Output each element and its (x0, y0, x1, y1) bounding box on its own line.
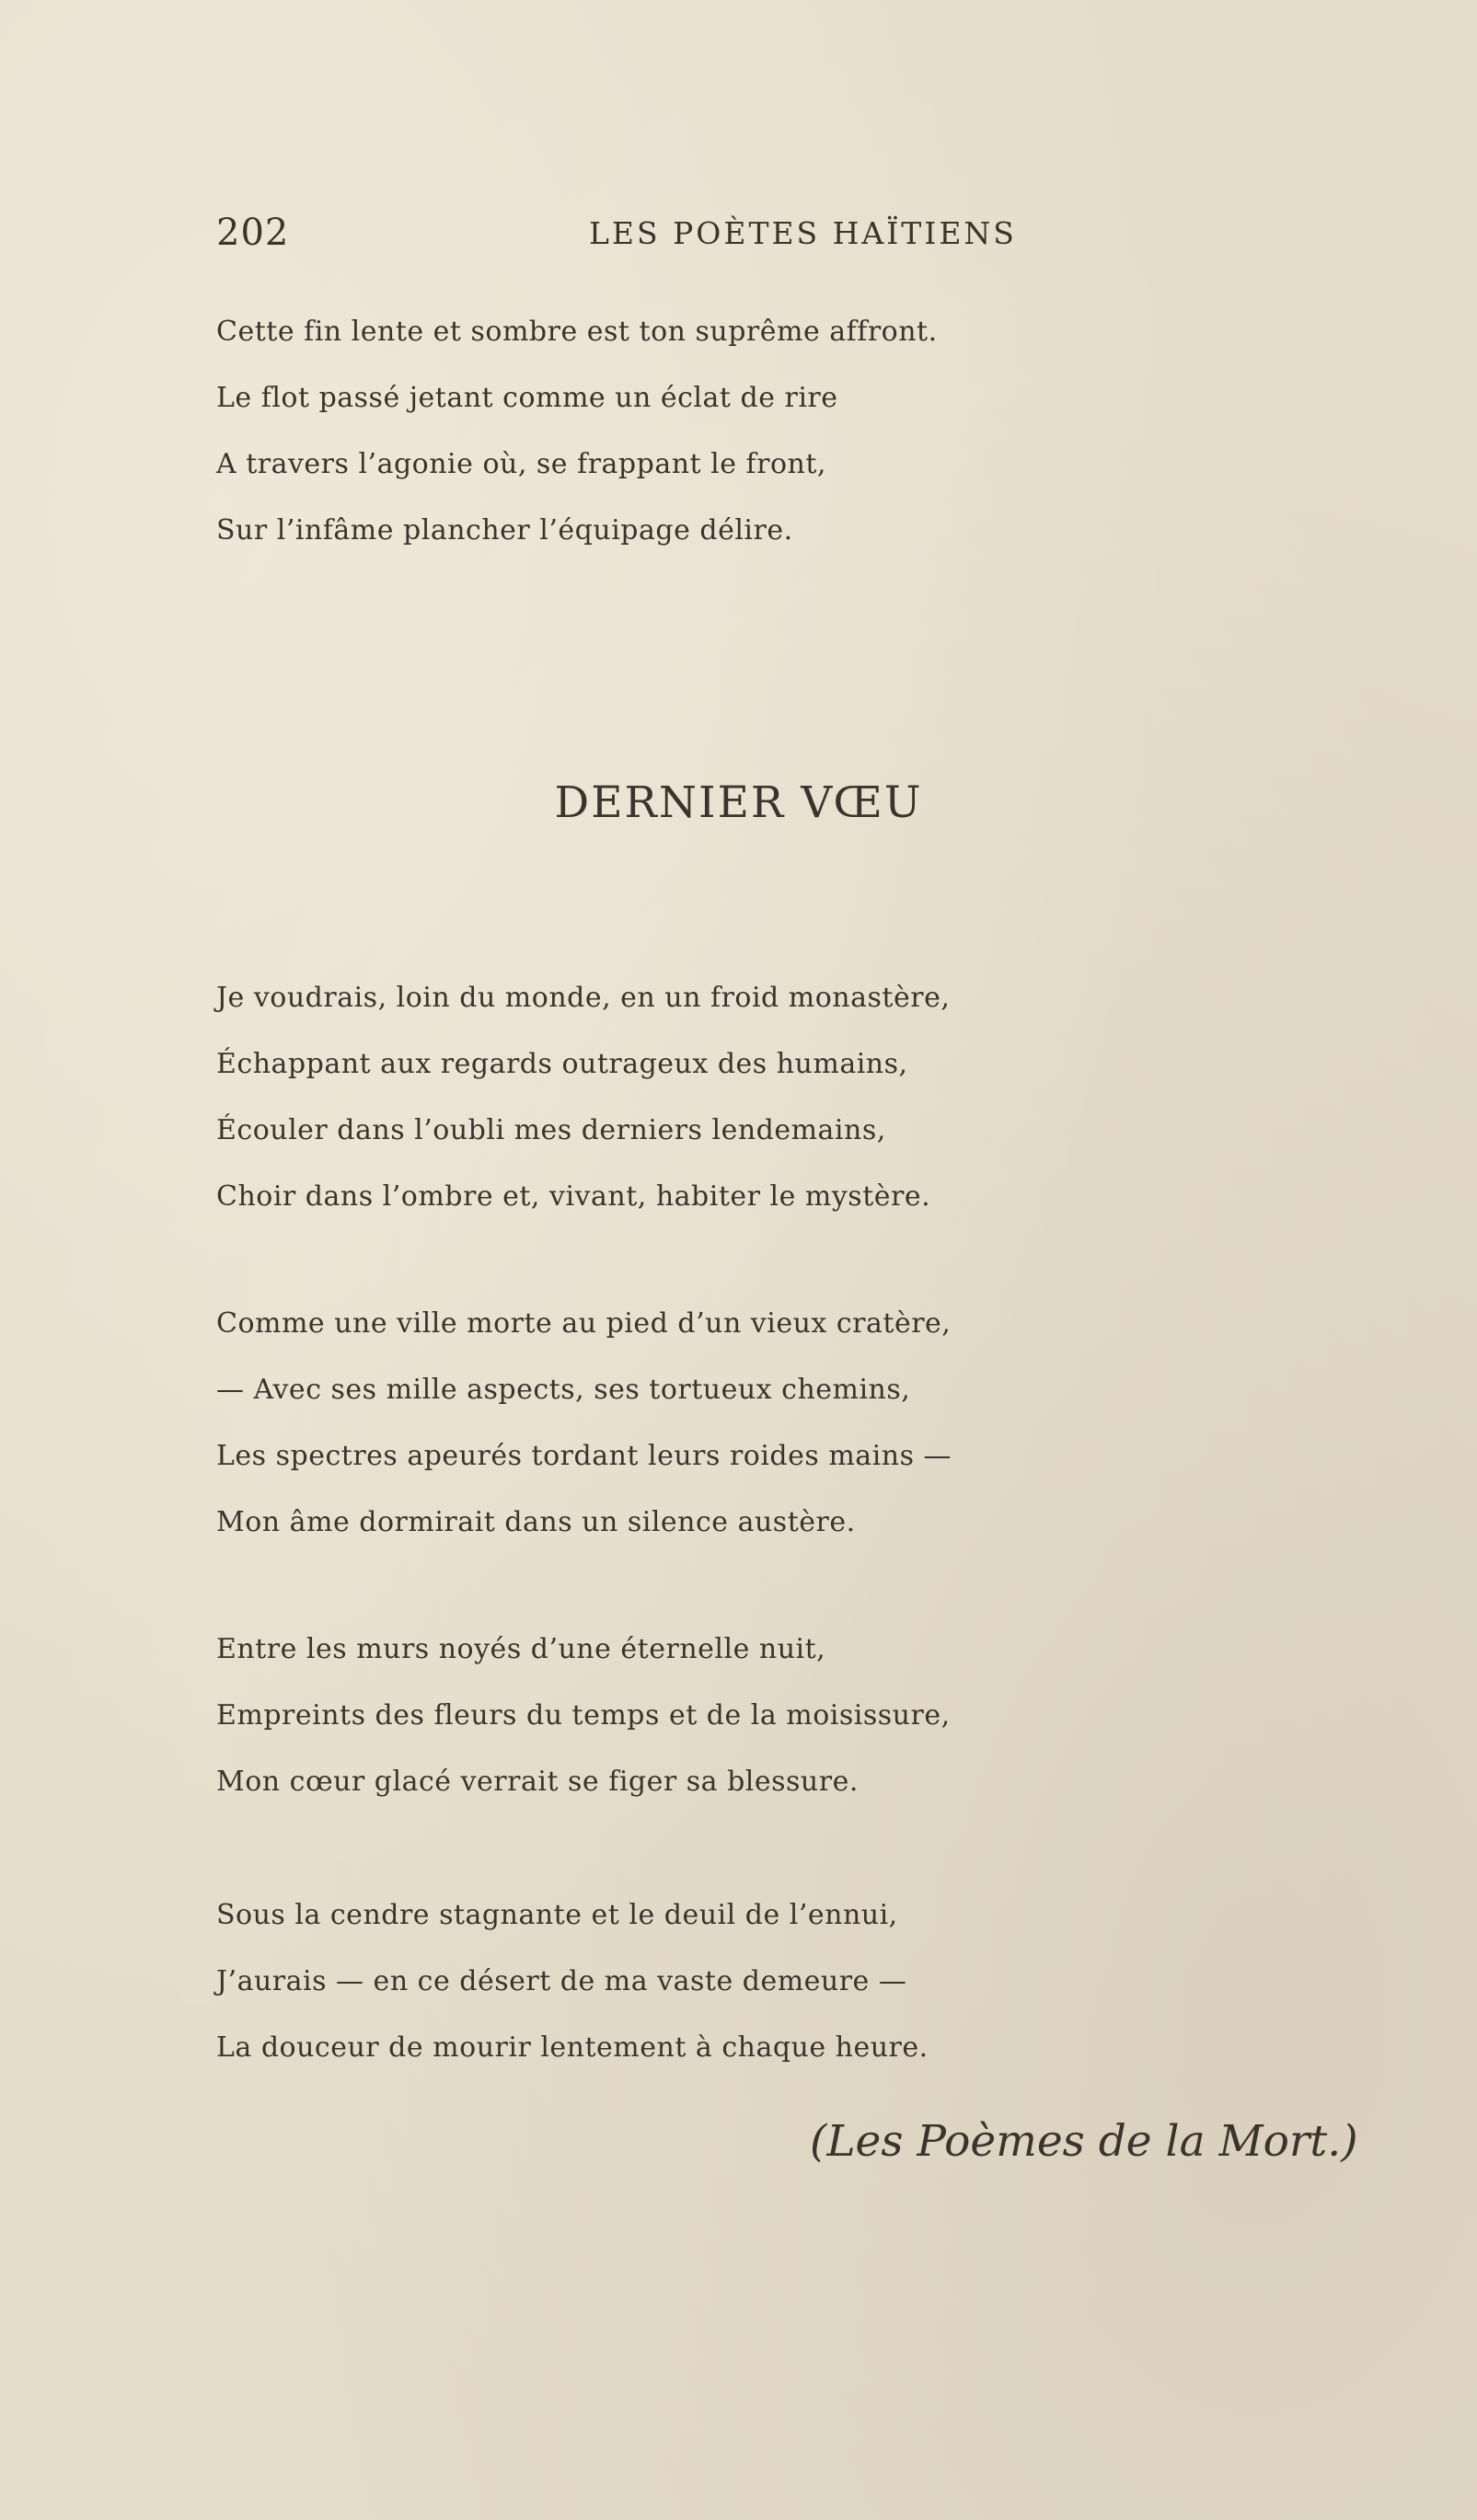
previous-poem-stanza (216, 299, 1357, 564)
verse-line: — Avec ses mille aspects, ses tortueux chemins, (216, 1374, 911, 1406)
verse-line: Mon âme dormirait dans un silence austère. (216, 1506, 856, 1538)
stanza-3 (216, 1617, 1357, 1815)
verse-line: Empreints des fleurs du temps et de la moisissure, (216, 1699, 951, 1732)
verse-line: Sur l’infâme plancher l’équipage délire. (216, 514, 793, 547)
verse-line: Les spectres apeurés tordant leurs roides mains — (216, 1440, 952, 1472)
verse-line: Sous la cendre stagnante et le deuil de l’ennui, (216, 1899, 898, 1931)
verse-line: Le flot passé jetant comme un éclat de rire (216, 382, 838, 414)
poem-source-citation: (Les Poèmes de la Mort.) (810, 2116, 1358, 2167)
running-title: LES POÈTES HAÏTIENS (589, 215, 1017, 251)
verse-line: Choir dans l’ombre et, vivant, habiter le mystère. (216, 1180, 931, 1213)
running-head (216, 212, 1339, 267)
verse-line: A travers l’agonie où, se frappant le front, (216, 448, 826, 480)
stanza-1 (216, 965, 1357, 1230)
verse-line: Comme une ville morte au pied d’un vieux cratère, (216, 1307, 952, 1340)
verse-line: Écouler dans l’oubli mes derniers lendemains, (216, 1114, 886, 1146)
stanza-4 (216, 1882, 1357, 2081)
verse-line: Je voudrais, loin du monde, en un froid monastère, (216, 982, 951, 1014)
verse-line: La douceur de mourir lentement à chaque heure. (216, 2031, 929, 2064)
verse-line: Mon cœur glacé verrait se figer sa blessure. (216, 1766, 859, 1798)
verse-line: Cette fin lente et sombre est ton suprême affront. (216, 316, 938, 348)
page-number: 202 (216, 212, 290, 254)
poem-title: DERNIER VŒU (554, 777, 923, 828)
verse-line: J’aurais — en ce désert de ma vaste demeure — (216, 1965, 907, 1997)
verse-line: Échappant aux regards outrageux des humains, (216, 1048, 908, 1080)
verse-line: Entre les murs noyés d’une éternelle nuit, (216, 1633, 826, 1665)
stanza-2 (216, 1291, 1357, 1556)
